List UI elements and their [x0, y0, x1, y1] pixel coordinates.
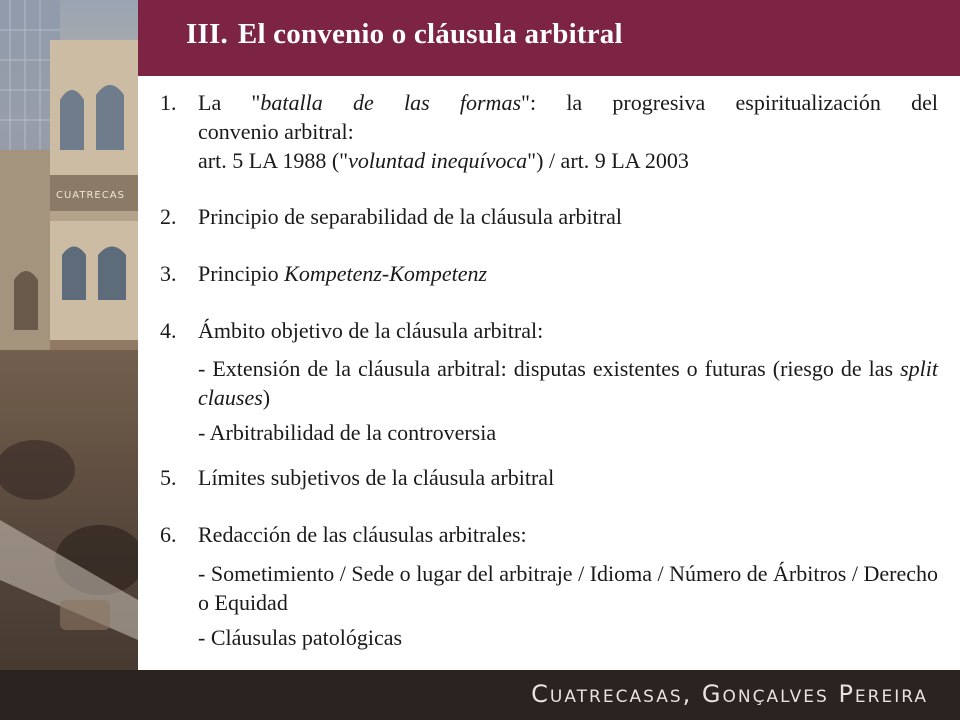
item-number: 6. — [160, 522, 177, 547]
item-text: ") / art. 9 LA 2003 — [527, 148, 689, 173]
item-text: Ámbito objetivo de la cláusula arbitral: — [198, 318, 544, 343]
item-number: 1. — [160, 90, 177, 115]
item-text: ": la progresiva espiritualización del — [521, 90, 938, 115]
sub-item-text: - Extensión de la cláusula arbitral: disputas existentes o futuras (riesgo de las — [198, 356, 901, 381]
item-number: 3. — [160, 261, 177, 286]
sub-item — [198, 354, 938, 412]
item-text: Principio — [198, 261, 285, 286]
item-line — [198, 259, 938, 288]
title-number: III. — [186, 18, 228, 50]
item-line — [198, 146, 938, 175]
item-number: 5. — [160, 465, 177, 490]
sub-item: - Arbitrabilidad de la controversia — [198, 420, 497, 445]
item-text-italic: Kompetenz-Kompetenz — [284, 261, 488, 286]
sign-text: CUATRECAS — [56, 190, 125, 201]
item-text-italic: batalla de las formas — [260, 90, 521, 115]
list-item-1 — [160, 88, 938, 175]
list-item-5 — [160, 463, 938, 492]
footer-bar — [0, 670, 960, 720]
item-line: convenio arbitral: — [198, 119, 354, 144]
list-item-2 — [160, 202, 938, 231]
item-number: 2. — [160, 204, 177, 229]
item-text: Redacción de las cláusulas arbitrales: — [198, 522, 527, 547]
list-item-4 — [160, 316, 938, 345]
sub-item-text: ) — [262, 385, 271, 410]
item-number: 4. — [160, 318, 177, 343]
item-text: Límites subjetivos de la cláusula arbitral — [198, 465, 555, 490]
item-text: art. 5 LA 1988 (" — [198, 148, 349, 173]
sub-item: - Cláusulas patológicas — [198, 625, 403, 650]
sub-item-text-italic: split clauses — [198, 356, 938, 410]
brand-name: Cuatrecasas, Gonçalves Pereira — [531, 680, 928, 708]
item-text: Principio de separabilidad de la cláusula arbitral — [198, 204, 622, 229]
sub-item: - Sometimiento / Sede o lugar del arbitraje / Idioma / Número de Árbitros / Derecho o Equidad — [198, 561, 938, 615]
list-item-6 — [160, 520, 938, 549]
building-photo — [0, 0, 138, 670]
building-illustration — [0, 0, 138, 670]
list-item-3 — [160, 259, 938, 288]
item-text: La " — [198, 90, 261, 115]
item-line — [198, 88, 938, 117]
item-text-italic: voluntad inequívoca — [348, 148, 528, 173]
page-title — [186, 18, 623, 51]
title-text: El convenio o cláusula arbitral — [237, 18, 623, 50]
